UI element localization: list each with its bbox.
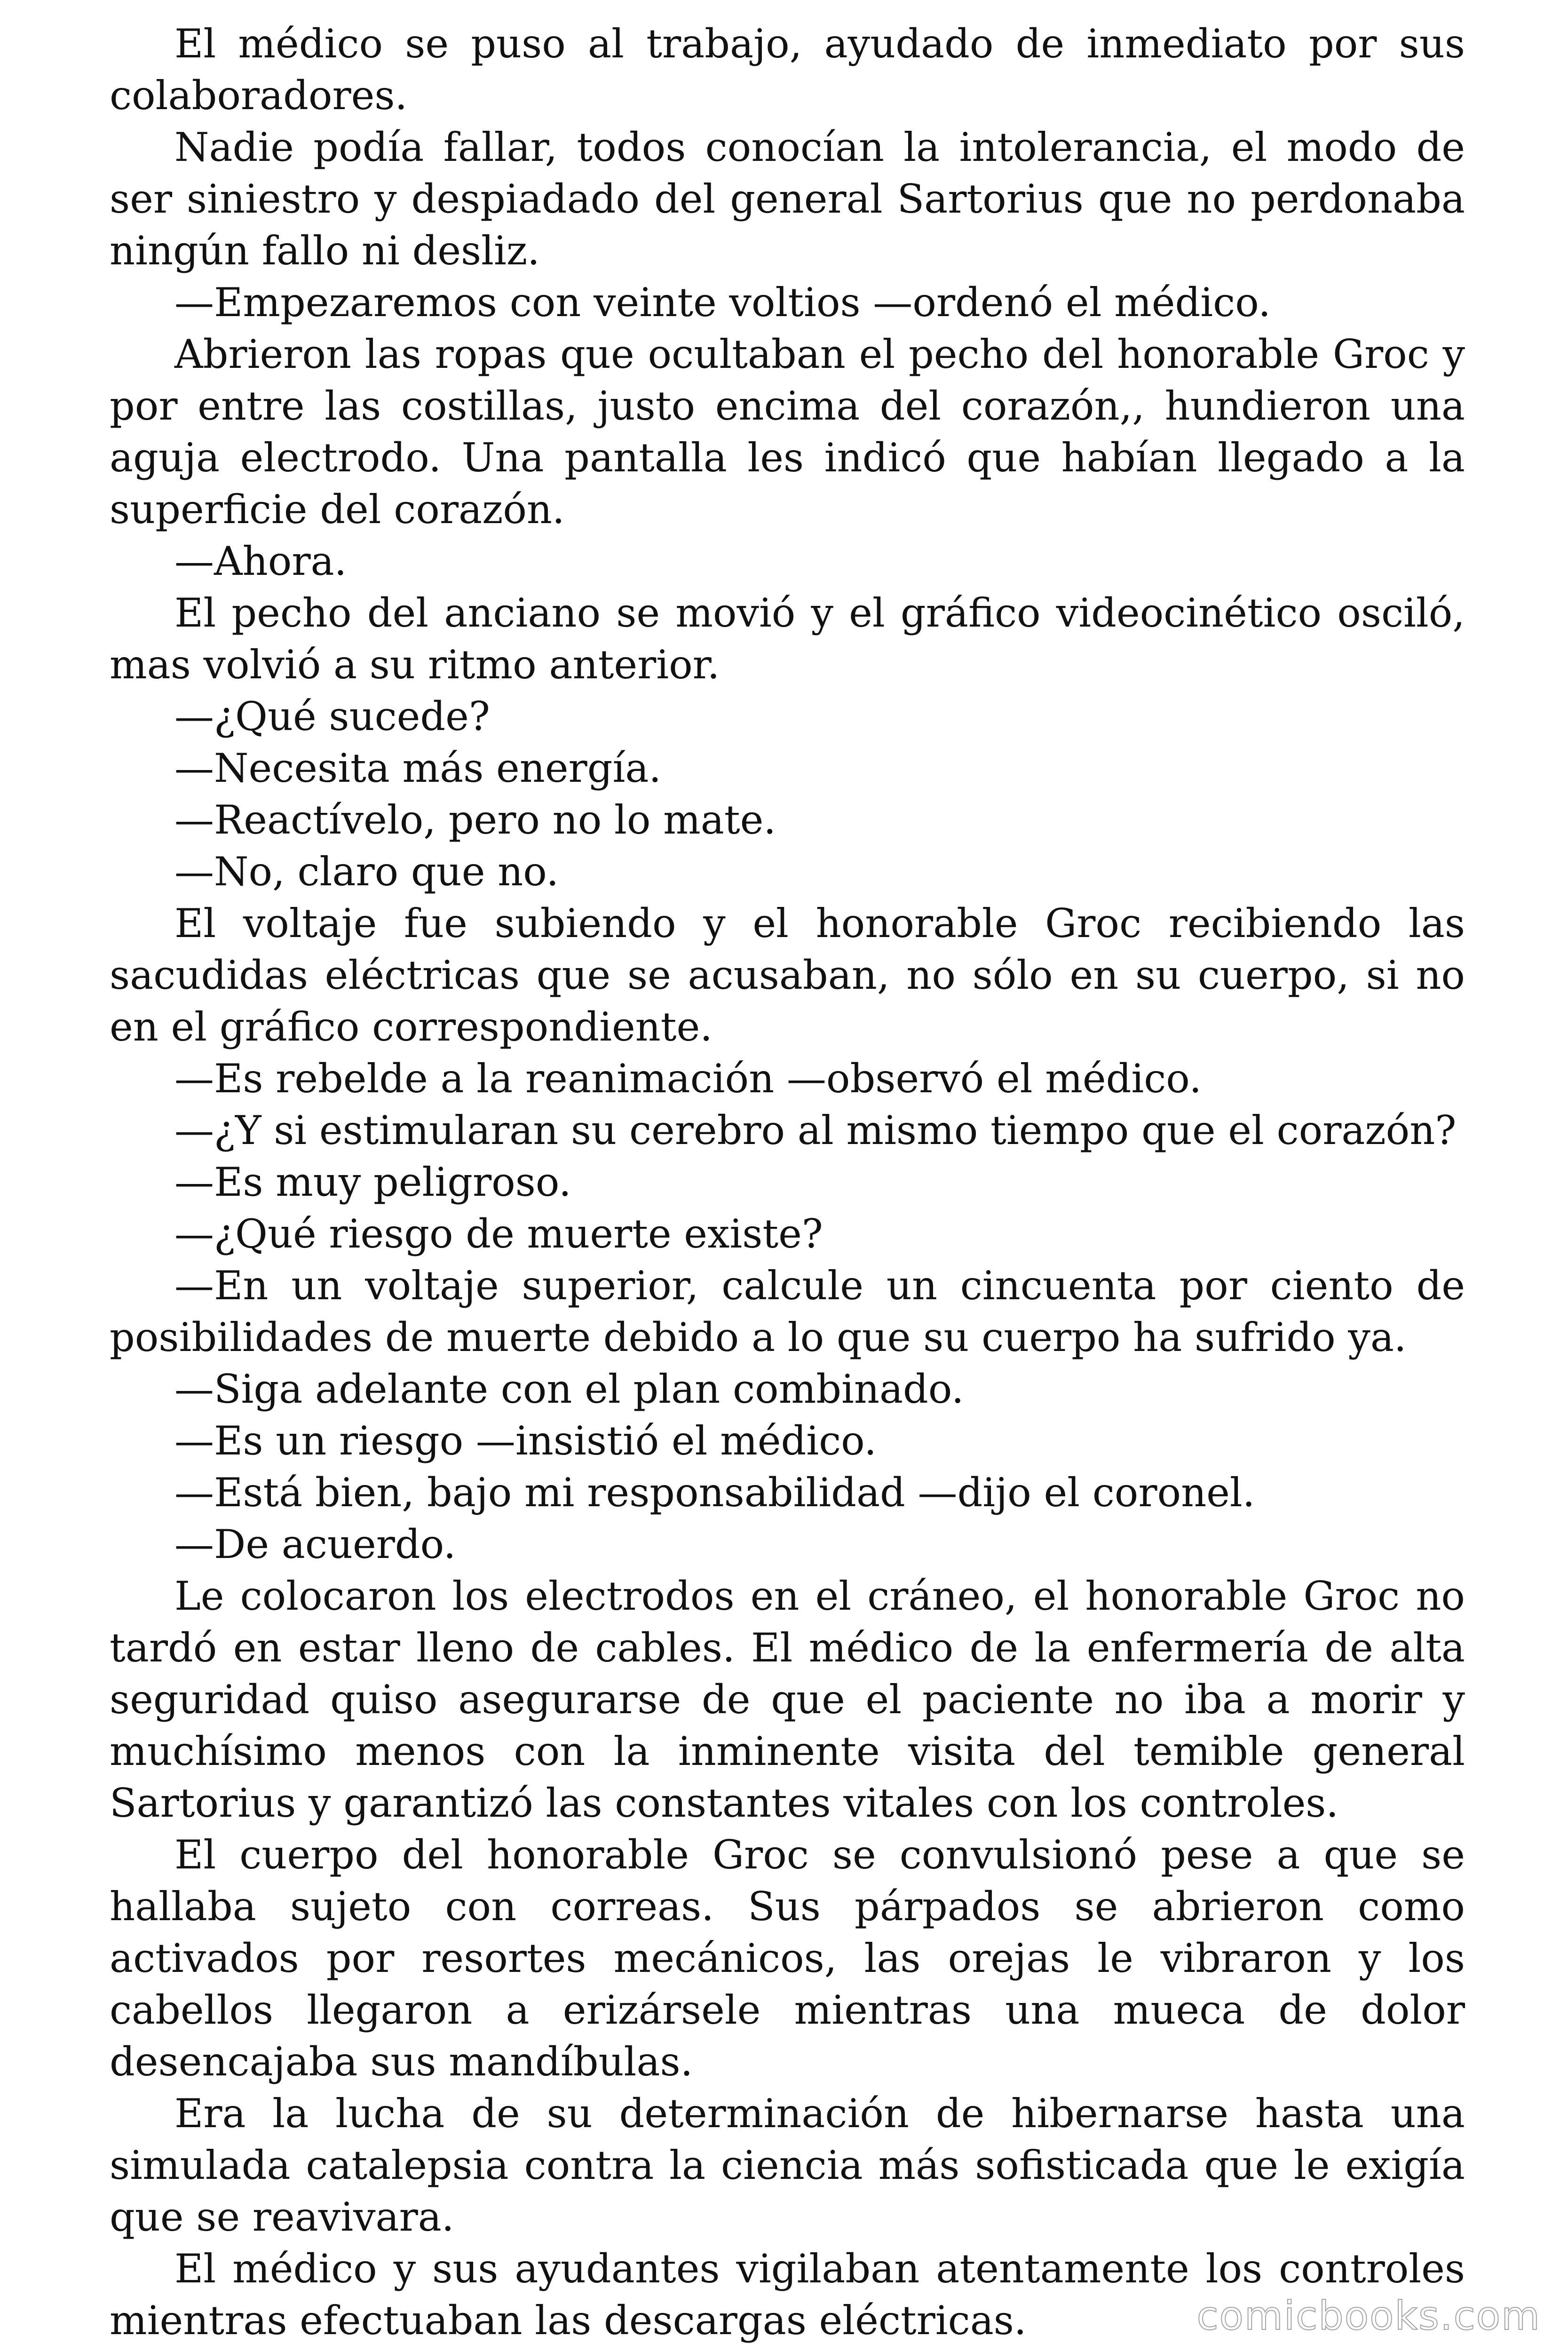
paragraph: El médico se puso al trabajo, ayudado de inmediato por sus colaboradores. <box>110 21 1465 119</box>
watermark-text: comicbooks.com <box>1196 2293 1541 2339</box>
dialogue-line: —Ahora. <box>174 538 347 584</box>
paragraph: Nadie podía fallar, todos conocían la intolerancia, el modo de ser siniestro y despiadado del general Sartorius que no perdonaba ningún fallo ni desliz. <box>110 124 1465 274</box>
dialogue-line: —¿Y si estimularan su cerebro al mismo tiempo que el corazón? <box>174 1107 1457 1153</box>
dialogue-line: —Necesita más energía. <box>174 745 662 791</box>
paragraph: El médico y sus ayudantes vigilaban atentamente los controles mientras efectuaban las descargas eléctricas. <box>110 2246 1465 2344</box>
paragraph: El cuerpo del honorable Groc se convulsionó pese a que se hallaba sujeto con correas. Sus párpados se abrieron como activados por resortes mecánicos, las orejas le vibraron y los cabellos llegaron a erizársele mientras una mueca de dolor desencajaba sus mandíbulas. <box>110 1832 1465 2085</box>
book-page <box>110 18 1465 2346</box>
dialogue-line: —De acuerdo. <box>174 1521 456 1567</box>
paragraph: El voltaje fue subiendo y el honorable Groc recibiendo las sacudidas eléctricas que se acusaban, no sólo en su cuerpo, si no en el gráfico correspondiente. <box>110 900 1465 1050</box>
paragraph: Le colocaron los electrodos en el cráneo, el honorable Groc no tardó en estar lleno de cables. El médico de la enfermería de alta seguridad quiso asegurarse de que el paciente no iba a morir y muchísimo menos con la inminente visita del temible general Sartorius y garantizó las constantes vitales con los controles. <box>110 1573 1465 1826</box>
dialogue-line: —Reactívelo, pero no lo mate. <box>174 797 776 843</box>
dialogue-line: —Siga adelante con el plan combinado. <box>174 1366 964 1412</box>
dialogue-line: —Es muy peligroso. <box>174 1159 571 1205</box>
dialogue-line: —Es rebelde a la reanimación —observó el médico. <box>174 1056 1202 1102</box>
dialogue-line: —Está bien, bajo mi responsabilidad —dijo el coronel. <box>174 1470 1255 1516</box>
paragraph: El pecho del anciano se movió y el gráfico videocinético osciló, mas volvió a su ritmo anterior. <box>110 590 1465 688</box>
dialogue-line: —Empezaremos con veinte voltios —ordenó el médico. <box>174 279 1271 326</box>
paragraph: Era la lucha de su determinación de hibernarse hasta una simulada catalepsia contra la ciencia más sofisticada que le exigía que se reavivara. <box>110 2090 1465 2240</box>
dialogue-line: —¿Qué riesgo de muerte existe? <box>174 1211 823 1257</box>
dialogue-line: —En un voltaje superior, calcule un cincuenta por ciento de posibilidades de muerte debido a lo que su cuerpo ha sufrido ya. <box>110 1263 1465 1360</box>
paragraph: Abrieron las ropas que ocultaban el pecho del honorable Groc y por entre las costillas, justo encima del corazón,, hundieron una aguja electrodo. Una pantalla les indicó que habían llegado a la superficie del corazón. <box>110 331 1465 532</box>
dialogue-line: —No, claro que no. <box>174 849 559 895</box>
dialogue-line: —Es un riesgo —insistió el médico. <box>174 1418 877 1464</box>
dialogue-line: —¿Qué sucede? <box>174 693 490 739</box>
